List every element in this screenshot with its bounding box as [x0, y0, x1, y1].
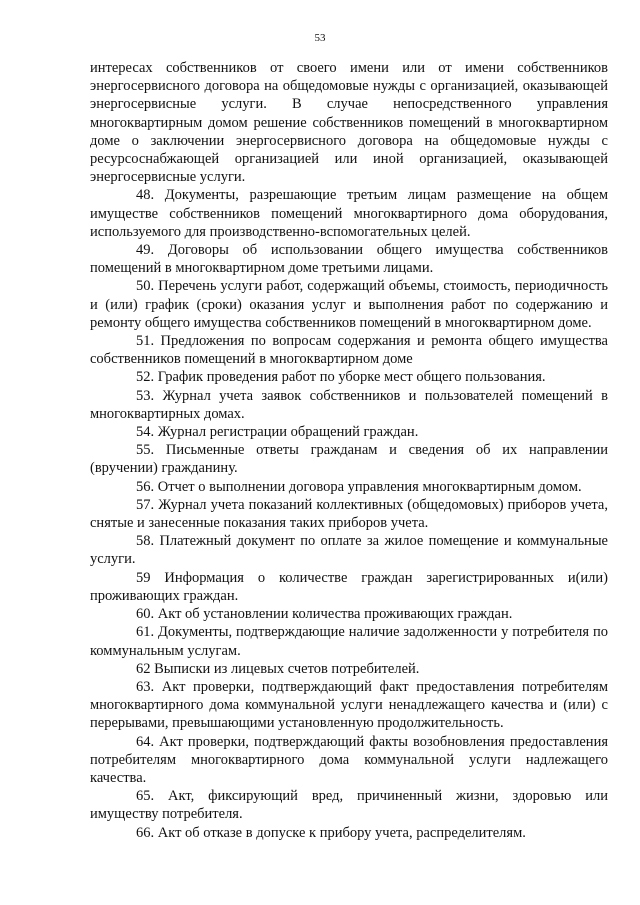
paragraph-item-57: 57. Журнал учета показаний коллективных (общедомовых) приборов учета, снятые и занесенные показания таких приборов учета. — [90, 496, 608, 532]
paragraph-item-61: 61. Документы, подтверждающие наличие задолженности у потребителя по коммунальным услугам. — [90, 624, 608, 659]
paragraph-item-53: 53. Журнал учета заявок собственников и пользователей помещений в многоквартирных домах. — [90, 387, 608, 422]
paragraph-item-55: 55. Письменные ответы гражданам и сведения об их направлении (вручении) гражданину. — [90, 442, 608, 477]
paragraph-item-66: 66. Акт об отказе в допуске к прибору учета, распределителям. — [136, 824, 526, 841]
paragraph-item-56: 56. Отчет о выполнении договора управления многоквартирным домом. — [136, 478, 582, 495]
paragraph-item-58: 58. Платежный документ по оплате за жилое помещение и коммунальные услуги. — [90, 533, 608, 568]
paragraph-item-65: 65. Акт, фиксирующий вред, причиненный жизни, здоровью или имуществу потребителя. — [90, 788, 608, 823]
paragraph-item-52: 52. График проведения работ по уборке мест общего пользования. — [136, 369, 546, 386]
paragraph-item-63: 63. Акт проверки, подтверждающий факт предоставления потребителям многоквартирного дома коммунальной услуги ненадлежащего качества и (или) с перерывами, превышающими установленную продолжительность. — [90, 678, 608, 732]
document-body — [90, 59, 608, 842]
paragraph-item-50: 50. Перечень услуги работ, содержащий объемы, стоимость, периодичность и (или) график (сроки) оказания услуг и выполнения работ по содержанию и ремонту общего имущества собственников помещений в многоквартирном доме. — [90, 278, 608, 331]
paragraph-item-51: 51. Предложения по вопросам содержания и ремонта общего имущества собственников помещений в многоквартирном доме — [90, 333, 608, 368]
paragraph-item-59: 59 Информация о количестве граждан зарегистрированных и(или) проживающих граждан. — [90, 569, 608, 604]
paragraph-item-62: 62 Выписки из лицевых счетов потребителей. — [136, 660, 420, 677]
paragraph-item-60: 60. Акт об установлении количества проживающих граждан. — [136, 606, 513, 623]
paragraph-item-54: 54. Журнал регистрации обращений граждан. — [136, 424, 419, 441]
paragraph-item-48: 48. Документы, разрешающие третьим лицам размещение на общем имуществе собственников помещений многоквартирного дома оборудования, используемого для производственно-вспомогательных целей. — [90, 187, 608, 240]
paragraph-continuation: интересах собственников от своего имени или от имени собственников энергосервисного договора на общедомовые нужды с организацией, оказывающей энергосервисные услуги. В случае непосредственного управления многоквартирным домом решение собственников помещений в многоквартирном доме о заключении энергосервисного договора на общедомовые нужды с ресурсоснабжающей организацией или иной организацией, оказывающей энергосервисные услуги. — [90, 60, 608, 186]
page-number: 53 — [314, 32, 326, 44]
paragraph-item-64: 64. Акт проверки, подтверждающий факты возобновления предоставления потребителям многоквартирного дома коммунальной услуги надлежащего качества. — [90, 733, 608, 786]
paragraph-item-49: 49. Договоры об использовании общего имущества собственников помещений в многоквартирном доме третьими лицами. — [90, 242, 608, 277]
